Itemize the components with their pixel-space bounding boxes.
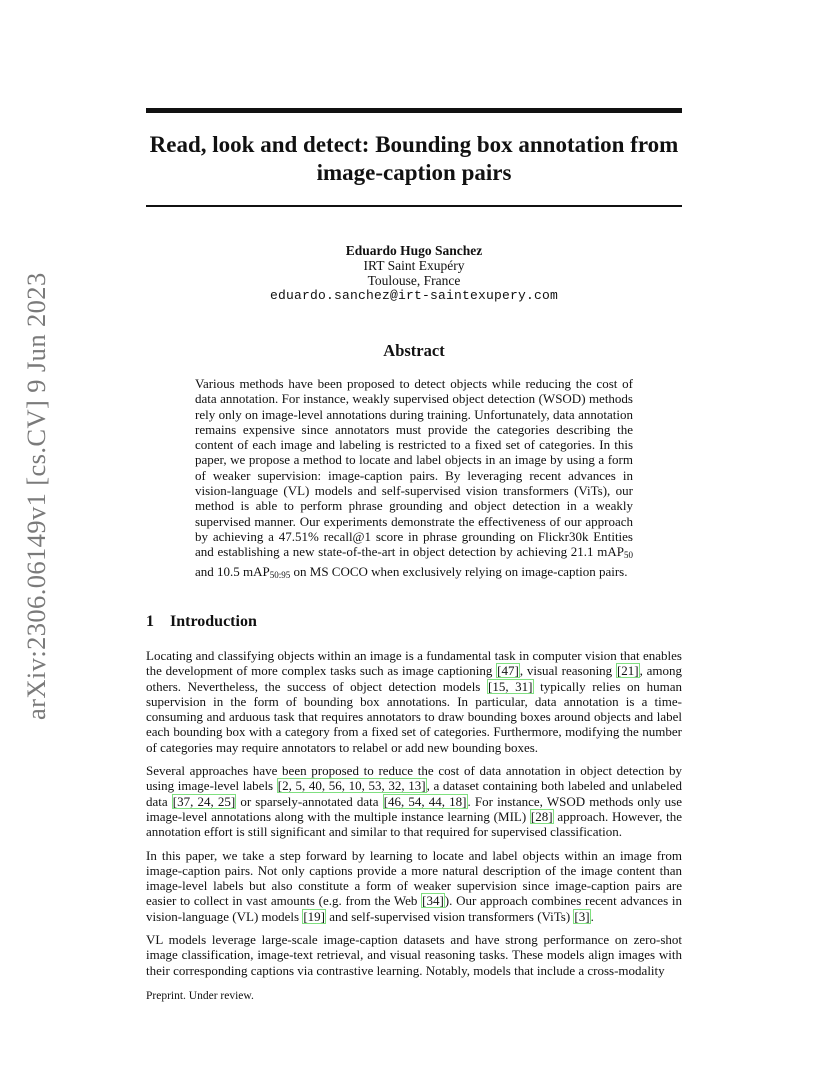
section-title: Introduction bbox=[170, 613, 257, 630]
citation-link[interactable]: [47] bbox=[497, 663, 519, 679]
section-number: 1 bbox=[146, 613, 154, 630]
citation-link[interactable]: [46, 54, 44, 18] bbox=[383, 793, 467, 809]
abstract-text-end: on MS COCO when exclusively relying on image-caption pairs. bbox=[290, 563, 628, 579]
footer-note: Preprint. Under review. bbox=[146, 990, 254, 1002]
p1-text-a: Locating and classifying objects within an image is a fundamental task in computer vision that enables the development of more complex tasks such as image captioning bbox=[146, 648, 682, 679]
p2-text-a: Several approaches have been proposed to reduce the cost of data annotation in object detection by using image-level labels bbox=[146, 763, 682, 794]
paper-title: Read, look and detect: Bounding box annotation from image-caption pairs bbox=[149, 132, 679, 185]
abstract-sub-50-95: 50:95 bbox=[269, 569, 291, 580]
paragraph-4 bbox=[146, 932, 682, 978]
p2-text-e: approach. However, the annotation effort is still significant and similar to that required for supervised classification. bbox=[146, 808, 682, 840]
citation-link[interactable]: [37, 24, 25] bbox=[172, 793, 236, 809]
title-bottom-rule bbox=[146, 205, 682, 207]
citation-link[interactable]: [15, 31] bbox=[487, 678, 533, 694]
p2-text-b: , a dataset containing both labeled and unlabeled data bbox=[146, 778, 683, 809]
p4-text-a: VL models leverage large-scale image-caption datasets and have strong performance on zero-shot image classification, image-text retrieval, and visual reasoning tasks. These models align images with their corresponding captions via contrastive learning. Notably, models that include a cross-modality bbox=[146, 932, 682, 978]
p2-text-c: or sparsely-annotated data bbox=[236, 793, 383, 809]
paragraph-1 bbox=[146, 648, 682, 755]
author-block bbox=[146, 243, 682, 303]
arxiv-side-label: arXiv:2306.06149v1 [cs.CV] 9 Jun 2023 bbox=[21, 272, 51, 720]
author-email[interactable]: eduardo.sanchez@irt-saintexupery.com bbox=[269, 288, 559, 303]
citation-link[interactable]: [3] bbox=[574, 908, 590, 924]
author-affiliation: IRT Saint Exupéry bbox=[363, 258, 465, 273]
citation-link[interactable]: [2, 5, 40, 56, 10, 53, 32, 13] bbox=[277, 778, 426, 794]
p2-text-d: . For instance, WSOD methods only use image-level annotations along with the multiple instance learning (MIL) bbox=[146, 793, 682, 824]
p1-text-b: , visual reasoning bbox=[519, 663, 616, 679]
paragraph-2 bbox=[146, 763, 682, 839]
citation-link[interactable]: [28] bbox=[530, 808, 553, 824]
p1-text-c: , among others. Nevertheless, the success of object detection models bbox=[146, 663, 682, 694]
paragraph-3 bbox=[146, 848, 682, 924]
abstract-heading: Abstract bbox=[383, 341, 445, 360]
abstract-sub-50: 50 bbox=[624, 550, 633, 561]
p3-text-b: ). Our approach combines recent advances in vision-language (VL) models bbox=[146, 893, 682, 924]
p1-text-d: typically relies on human supervision in the form of bounding box annotations. In particular, data annotation is a time-consuming and arduous task that requires annotators to draw bounding boxes around objects and label each bounding box with a category from a fixed set of categories. Furthermore, modifying the number of categories may require annotators to relabel or add new bounding boxes. bbox=[146, 678, 682, 755]
p3-text-c: and self-supervised vision transformers (ViTs) bbox=[326, 908, 574, 924]
abstract-text: Various methods have been proposed to detect objects while reducing the cost of data annotation. For instance, weakly supervised object detection (WSOD) methods rely only on image-level annotations during training. Unfortunately, data annotation remains expensive since annotators must provide the categories describing the content of each image and labeling is restricted to a fixed set of categories. In this paper, we propose a method to locate and label objects in an image by using a form of weaker supervision: image-caption pairs. By leveraging recent advances in vision-language (VL) models and self-supervised vision transformers (ViTs), our method is able to perform phrase grounding and object detection in a weakly supervised manner. Our experiments demonstrate the effectiveness of our approach by achieving a 47.51% recall@1 score in phrase grounding on Flickr30k Entities and establishing a new state-of-the-art in object detection by achieving 21.1 mAP bbox=[195, 376, 633, 560]
author-name: Eduardo Hugo Sanchez bbox=[345, 243, 483, 258]
citation-link[interactable]: [19] bbox=[303, 908, 325, 924]
abstract-text-mid: and 10.5 mAP bbox=[195, 563, 270, 579]
section-heading-introduction bbox=[146, 613, 257, 631]
citation-link[interactable]: [34] bbox=[422, 893, 444, 909]
introduction-body bbox=[146, 648, 682, 986]
p3-text-a: In this paper, we take a step forward by learning to locate and label objects within an image from image-caption pairs. Not only captions provide a more natural description of the image content than image-level labels but also constitute a form of weaker supervision since image-caption pairs are easier to collect in vast amounts (e.g. from the Web bbox=[146, 847, 682, 909]
p3-text-d: . bbox=[590, 908, 594, 924]
abstract-body bbox=[195, 376, 633, 583]
citation-link[interactable]: [21] bbox=[616, 663, 639, 679]
title-top-rule bbox=[146, 108, 682, 113]
author-location: Toulouse, France bbox=[367, 273, 461, 288]
